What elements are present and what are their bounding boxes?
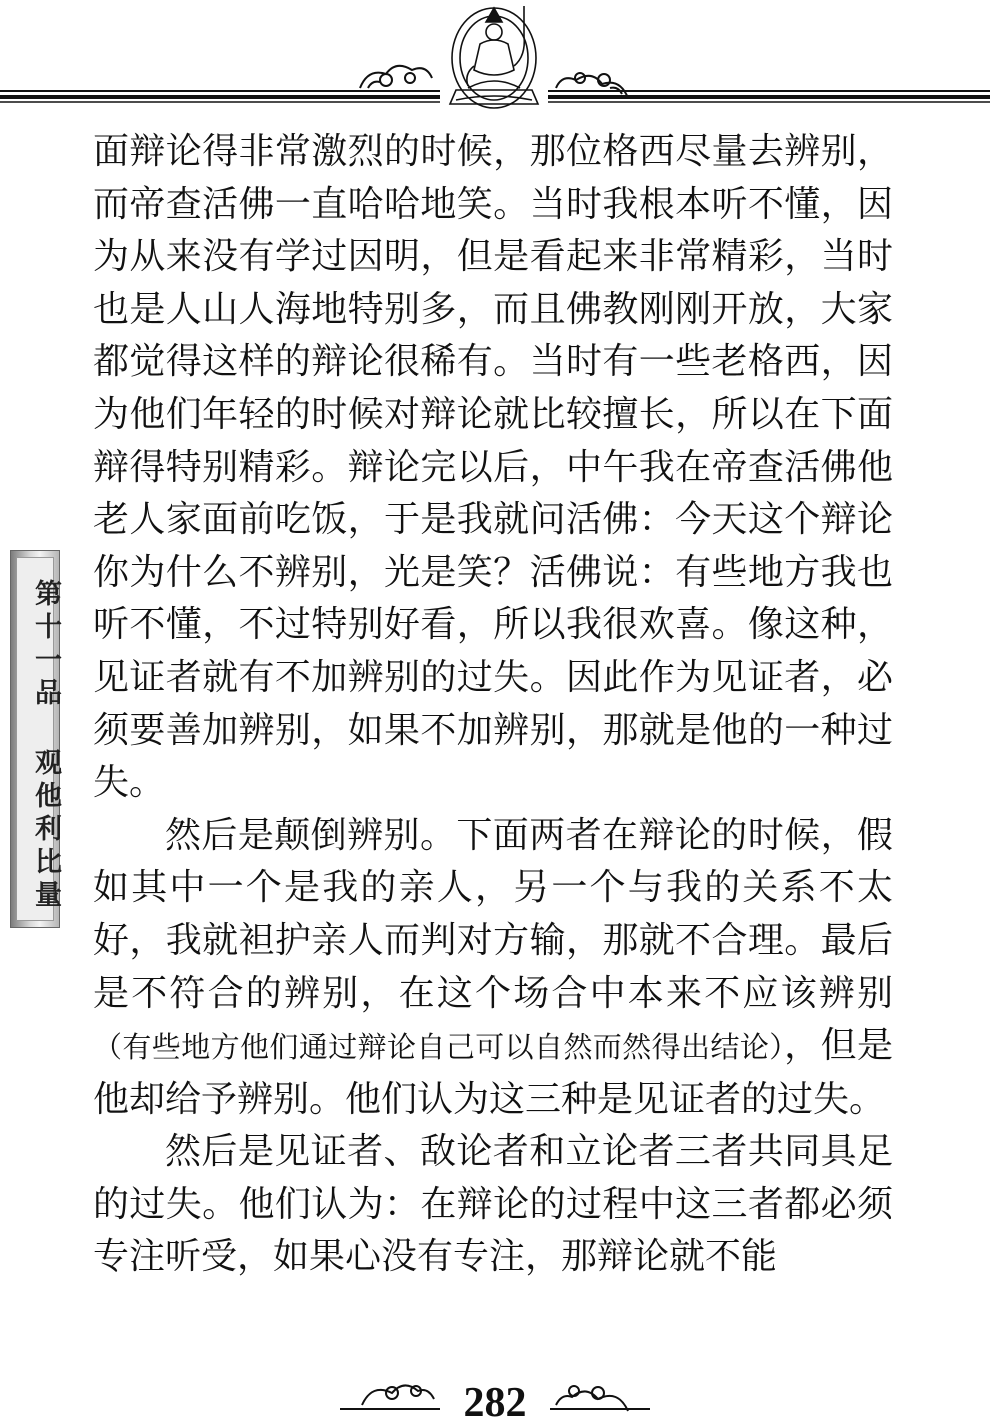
right-cloud-icon <box>556 73 628 98</box>
deity-figure-icon <box>450 6 538 108</box>
chapter-side-tab <box>10 550 60 928</box>
page-content <box>93 126 893 1284</box>
footer-right-cloud-icon <box>550 1386 650 1411</box>
paragraph-2-parenthetical: （有些地方他们通过辩论自己可以自然而然得出结论） <box>93 1030 785 1065</box>
paragraph-2-text-before: 然后是颠倒辨别。下面两者在辩论的时候，假如其中一个是我的亲人，另一个与我的关系不太好，我就袒护亲人而判对方输，那就不合理。最后是不符合的辨别，在这个场合中本来不应该辨别 <box>93 814 893 1014</box>
page-footer <box>0 1365 990 1426</box>
paragraph-3: 然后是见证者、敌论者和立论者三者共同具足的过失。他们认为：在辩论的过程中这三者都必须专注听受，如果心没有专注，那辩论就不能 <box>93 1131 893 1278</box>
page-header <box>0 0 990 120</box>
header-ornament <box>0 0 990 120</box>
chapter-label: 第十一品 观他利比量 <box>30 579 61 913</box>
paragraph-2 <box>93 810 893 1127</box>
left-cloud-icon <box>360 66 432 88</box>
footer-left-cloud-icon <box>340 1385 440 1409</box>
page-number: 282 <box>463 1380 527 1426</box>
paragraph-2-text-after: ，但是他却给予辨别。他们认为这三种是见证者的过失。 <box>93 1025 893 1120</box>
paragraph-1: 面辩论得非常激烈的时候，那位格西尽量去辨别，而帝查活佛一直哈哈地笑。当时我根本听不懂，因为从来没有学过因明，但是看起来非常精彩，当时也是人山人海地特别多，而且佛教刚刚开放，大家都觉得这样的辩论很稀有。当时有一些老格西，因为他们年轻的时候对辩论就比较擅长，所以在下面辩得特别精彩。辩论完以后，中午我在帝查活佛他老人家面前吃饭，于是我就问活佛：今天这个辩论你为什么不辨别，光是笑？活佛说：有些地方我也听不懂，不过特别好看，所以我很欢喜。像这种，见证者就有不加辨别的过失。因此作为见证者，必须要善加辨别，如果不加辨别，那就是他的一种过失。 <box>93 131 893 804</box>
